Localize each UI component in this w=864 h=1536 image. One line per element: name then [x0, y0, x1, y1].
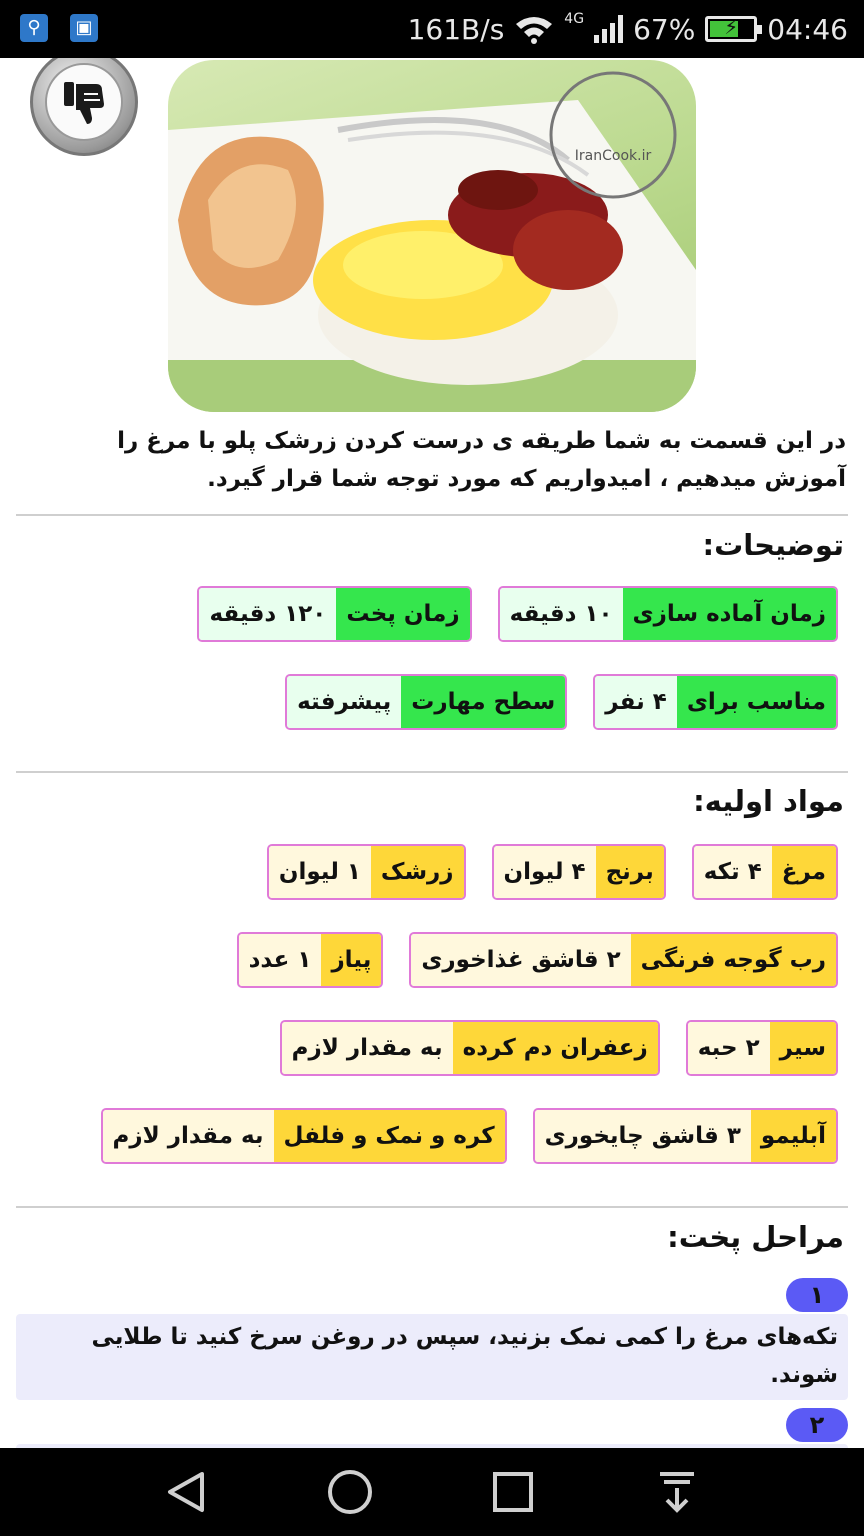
battery-icon: ⚡ [705, 16, 757, 42]
ingredient-chip: پیاز ۱ عدد [237, 932, 384, 988]
divider [16, 514, 848, 516]
intro-text: در این قسمت به شما طریقه ی درست کردن زرشک پلو با مرغ را آموزش میدهیم ، امیدواریم که مورد توجه شما قرار گیرد. [117, 428, 846, 492]
back-icon [162, 1468, 212, 1516]
navigation-bar [0, 1448, 864, 1536]
usb-icon: ⚲ [20, 14, 48, 42]
ingredients-row [280, 1020, 838, 1076]
ingredient-chip: سیر ۲ حبه [686, 1020, 838, 1076]
step-text: تکه‌های مرغ را کمی نمک بزنید، سپس در روغن سرخ کنید تا طلایی شوند. [16, 1314, 848, 1400]
status-bar [0, 0, 864, 58]
ingredients-row [237, 932, 838, 988]
net-speed: 161B/s [407, 12, 505, 46]
ingredients-row [101, 1108, 838, 1164]
step-number-badge: ۲ [786, 1408, 848, 1442]
ingredient-chip: زعفران دم کرده به مقدار لازم [280, 1020, 660, 1076]
ingredient-chip: زرشک ۱ لیوان [267, 844, 466, 900]
battery-percent: 67% [633, 12, 696, 46]
image-icon: ▣ [70, 14, 98, 42]
recipe-content[interactable] [0, 58, 864, 1448]
ingredient-chip: آبلیمو ۳ قاشق چایخوری [533, 1108, 838, 1164]
ingredient-chip: کره و نمک و فلفل به مقدار لازم [101, 1108, 507, 1164]
network-type: 4G [564, 11, 585, 27]
ingredient-chip: مرغ ۴ تکه [692, 844, 838, 900]
wifi-icon [514, 14, 554, 44]
home-icon [325, 1468, 375, 1516]
detail-chip: زمان پخت ۱۲۰ دقیقه [197, 586, 471, 642]
watermark: IranCook.ir [574, 148, 652, 164]
ingredients-title: مواد اولیه: [693, 784, 844, 818]
clock: 04:46 [767, 12, 848, 46]
home-button[interactable] [325, 1468, 375, 1516]
recipe-photo [168, 60, 696, 412]
signal-icon [594, 15, 623, 43]
recents-icon [488, 1468, 538, 1516]
steps-title: مراحل پخت: [667, 1220, 844, 1254]
notifications-button[interactable] [652, 1468, 702, 1516]
ingredient-chip: رب گوجه فرنگی ۲ قاشق غذاخوری [409, 932, 838, 988]
details-row [197, 586, 838, 642]
recents-button[interactable] [488, 1468, 538, 1516]
detail-chip: مناسب برای ۴ نفر [593, 674, 838, 730]
dislike-button[interactable] [30, 58, 138, 156]
detail-chip: زمان آماده سازی ۱۰ دقیقه [498, 586, 838, 642]
back-button[interactable] [162, 1468, 212, 1516]
details-title: توضیحات: [702, 528, 844, 562]
step-number-badge: ۱ [786, 1278, 848, 1312]
ingredient-chip: برنج ۴ لیوان [492, 844, 666, 900]
notification-drawer-icon [652, 1468, 702, 1516]
divider [16, 771, 848, 773]
details-row [285, 674, 838, 730]
detail-chip: سطح مهارت پیشرفته [285, 674, 567, 730]
divider [16, 1206, 848, 1208]
ingredients-row [267, 844, 838, 900]
thumbs-down-icon [58, 76, 110, 128]
